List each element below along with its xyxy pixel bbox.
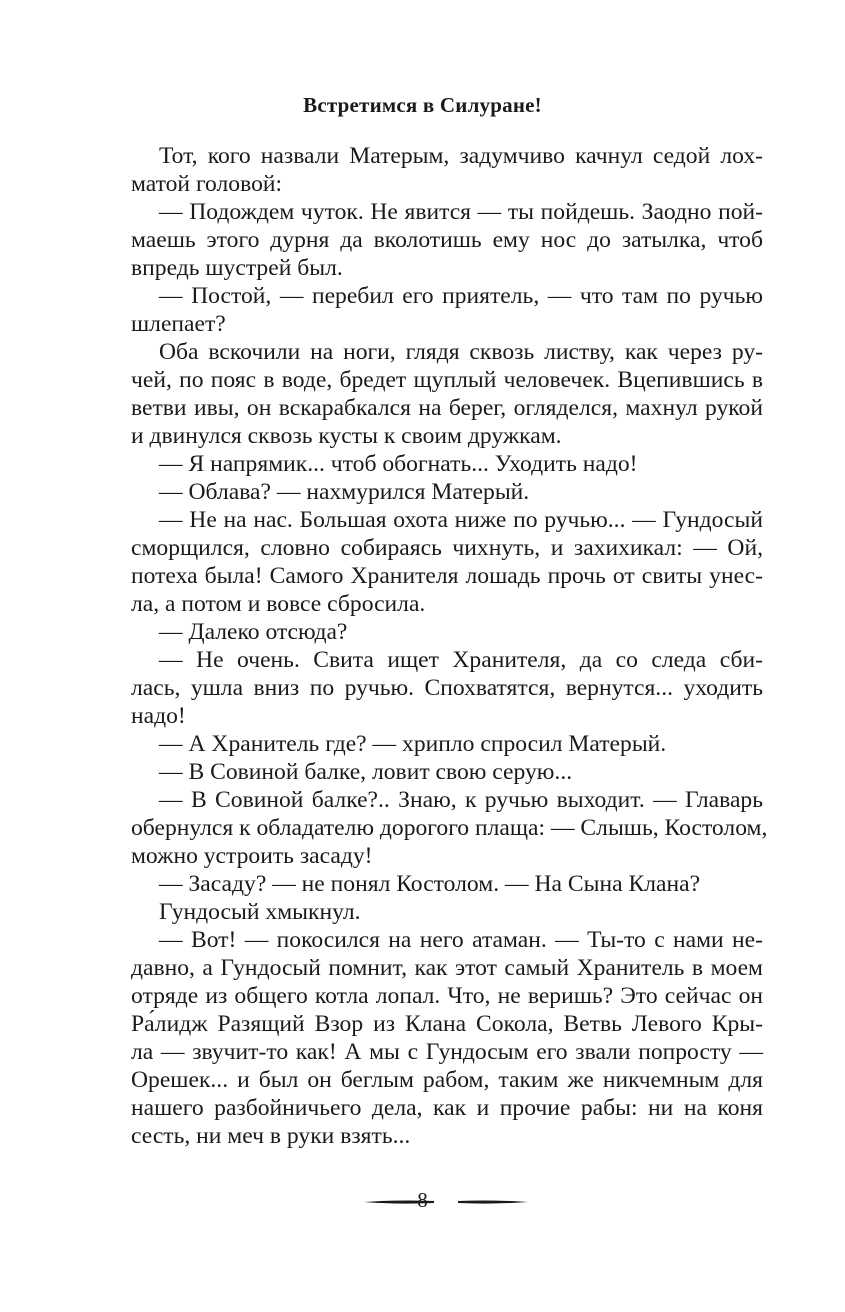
text-line: — Не на нас. Большая охота ниже по ручью... — Гундосый <box>159 507 763 533</box>
text-line: лась, ушла вниз по ручью. Спохватятся, вернутся... уходить <box>131 675 763 701</box>
text-line: Гундосый хмыкнул. <box>159 899 361 925</box>
text-line: — Далеко отсюда? <box>159 619 348 645</box>
text-line: маешь этого дурня да вколотишь ему нос до затылка, чтоб <box>131 227 763 253</box>
text-line: — Засаду? — не понял Костолом. — На Сына Клана? <box>159 871 701 897</box>
text-line: — Не очень. Свита ищет Хранителя, да со следа сби- <box>159 647 763 673</box>
text-line: Орешек... и был он беглым рабом, таким же никчемным для <box>131 1067 763 1093</box>
text-line: — Подождем чуток. Не явится — ты пойдешь. Заодно пой- <box>159 199 763 225</box>
text-line: потеха была! Самого Хранителя лошадь прочь от свиты унес- <box>131 563 763 589</box>
text-line: — Облава? — нахмурился Матерый. <box>159 479 530 505</box>
text-line: впредь шустрей был. <box>131 255 343 281</box>
text-line: матой головой: <box>131 171 283 197</box>
text-line: — Постой, — перебил его приятель, — что там по ручью <box>159 283 763 309</box>
text-line: — Вот! — покосился на него атаман. — Ты-то с нами не- <box>159 927 763 953</box>
text-line: Ра́лидж Разящий Взор из Клана Сокола, Ветвь Левого Кры- <box>131 1011 763 1037</box>
text-line: отряде из общего котла лопал. Что, не веришь? Это сейчас он <box>131 983 763 1009</box>
body-text <box>131 142 768 1150</box>
text-line: можно устроить засаду! <box>131 843 373 869</box>
text-line: — А Хранитель где? — хрипло спросил Матерый. <box>159 731 667 757</box>
text-line: и двинулся сквозь кусты к своим дружкам. <box>131 423 562 449</box>
text-line: сесть, ни меч в руки взять... <box>131 1123 411 1149</box>
text-line: Тот, кого назвали Матерым, задумчиво качнул седой лох- <box>159 143 763 169</box>
text-line: — В Совиной балке?.. Знаю, к ручью выходит. — Главарь <box>159 787 763 813</box>
text-line: давно, а Гундосый помнит, как этот самый Хранитель в моем <box>131 955 763 981</box>
text-line: ла, а потом и вовсе сбросила. <box>131 591 426 617</box>
text-line: сморщился, словно собираясь чихнуть, и захихикал: — Ой, <box>131 535 763 561</box>
text-line: ла — звучит-то как! А мы с Гундосым его звали попросту — <box>131 1039 763 1065</box>
page-number: 8 <box>417 1188 428 1212</box>
page-footer <box>0 1188 845 1218</box>
text-line: шлепает? <box>131 311 226 337</box>
right-ornament-icon <box>458 1198 528 1206</box>
text-line: нашего разбойничьего дела, как и прочие рабы: ни на коня <box>131 1095 763 1121</box>
text-line: обернулся к обладателю дорогого плаща: — Слышь, Костолом, <box>131 815 768 841</box>
text-line: — В Совиной балке, ловит свою серую... <box>159 759 573 785</box>
text-line: чей, по пояс в воде, бредет щуплый человечек. Вцепившись в <box>131 367 763 393</box>
text-line: ветви ивы, он вскарабкался на берег, огляделся, махнул рукой <box>131 395 763 421</box>
text-line: Оба вскочили на ноги, глядя сквозь листву, как через ру- <box>159 339 763 365</box>
text-line: надо! <box>131 703 186 729</box>
running-head: Встретимся в Силуране! <box>303 93 542 117</box>
text-line: — Я напрямик... чтоб обогнать... Уходить надо! <box>159 451 638 477</box>
